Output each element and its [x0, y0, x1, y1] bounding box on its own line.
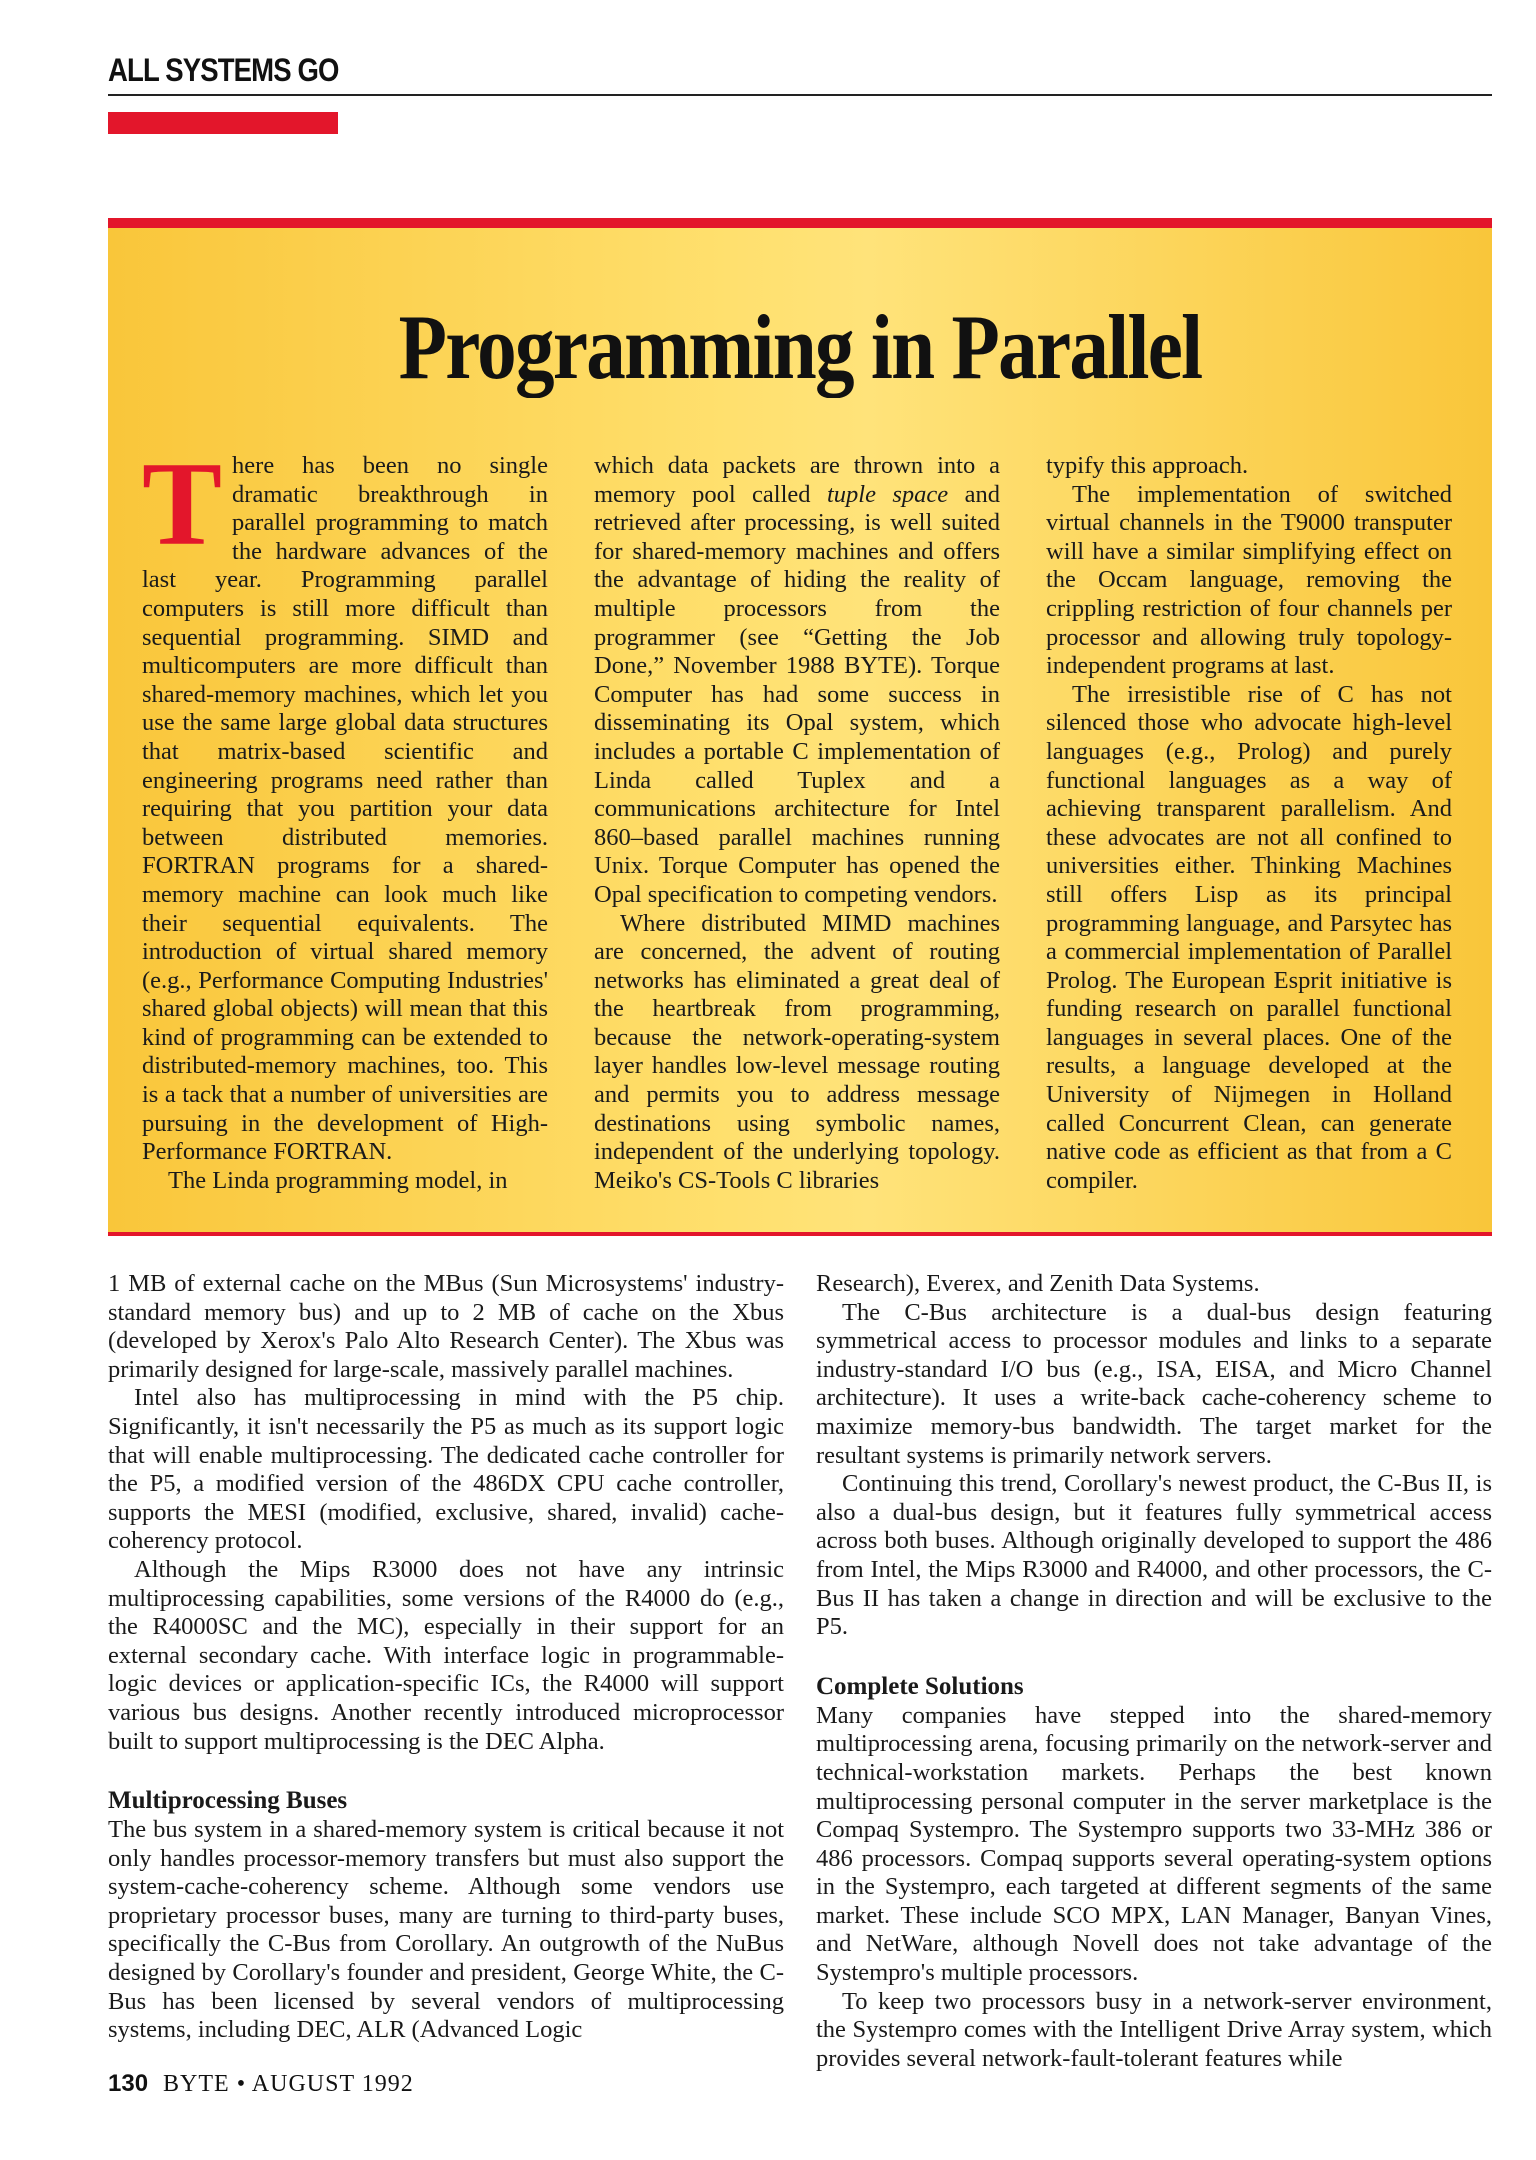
sidebar-paragraph: Where distributed MIMD machines are concerned, the advent of routing networks has eliminated a great deal of the heartbreak from programming, because the network-operating-system layer handles low-level message routing and permits you to address message destinations using symbolic names, independent of the underlying topology. Meiko's CS-Tools C libraries [594, 909, 1000, 1194]
body-paragraph: Intel also has multiprocessing in mind with the P5 chip. Significantly, it isn't necessarily the P5 as much as its support logic that will enable multiprocessing. The dedicated cache controller for the P5, a modified version of the 486DX CPU cache controller, supports the MESI (modified, exclusive, shared, invalid) cache-coherency protocol. [108, 1384, 784, 1555]
header-rule [108, 94, 1492, 96]
publication-line: BYTE • AUGUST 1992 [163, 2071, 414, 2097]
sidebar-paragraph-text: here has been no single dramatic breakthrough in parallel programming to match the hardware advances of the last year. Programming parallel computers is still more difficult than sequential programming. SIMD and multicomputers are more difficult than shared-memory machines, which let you use the same large global data structures that matrix-based scientific and engineering programs need rather than requiring that you partition your data between distributed memories. FORTRAN programs for a shared-memory machine can look much like their sequential equivalents. The introduction of virtual shared memory (e.g., Performance Computing Industries' shared global objects) will mean that this kind of programming can be extended to distributed-memory machines, too. This is a tack that a number of universities are pursuing in the development of High-Performance FORTRAN. [142, 452, 548, 1166]
page-number: 130 [108, 2070, 149, 2097]
sidebar-box [108, 218, 1492, 1236]
body-column-right [816, 1270, 1492, 2073]
drop-cap: T [142, 437, 223, 570]
sidebar-column-1 [142, 437, 548, 1195]
body-paragraph: 1 MB of external cache on the MBus (Sun Microsystems' industry-standard memory bus) and up to 2 MB of cache on the Xbus (developed by Xerox's Palo Alto Research Center). The Xbus was primarily designed for large-scale, massively parallel machines. [108, 1270, 784, 1383]
sidebar-paragraph: The irresistible rise of C has not silenced those who advocate high-level languages (e.g., Prolog) and purely functional languages as a way of achieving transparent parallelism. And these advocates are not all confined to universities either. Thinking Machines still offers Lisp as its principal programming language, and Parsytec has a commercial implementation of Parallel Prolog. The European Esprit initiative is funding research on parallel functional languages in several places. One of the results, a language developed at the University of Nijmegen in Holland called Concurrent Clean, can generate native code as efficient as that from a C compiler. [1046, 680, 1452, 1194]
sidebar-paragraph: typify this approach. [1046, 452, 1249, 479]
body-paragraph: The C-Bus architecture is a dual-bus design featuring symmetrical access to processor modules and links to a separate industry-standard I/O bus (e.g., ISA, EISA, and Micro Channel architecture). It uses a write-back cache-coherency scheme to maximize memory-bus bandwidth. The target market for the resultant systems is primarily network servers. [816, 1298, 1492, 1469]
italic-term: tuple space [826, 480, 949, 508]
section-heading: Multiprocessing Buses [108, 1787, 348, 1815]
body-paragraph: Research), Everex, and Zenith Data Systems. [816, 1270, 1260, 1297]
body-paragraph: The bus system in a shared-memory system is critical because it not only handles processor-memory transfers but must also support the system-cache-coherency scheme. Although some vendors use proprietary processor buses, many are turning to third-party buses, specifically the C-Bus from Corollary. An outgrowth of the NuBus designed by Corollary's founder and president, George White, the C-Bus has been licensed by several vendors of multiprocessing systems, including DEC, ALR (Advanced Logic [108, 1816, 784, 2044]
body-paragraph: Many companies have stepped into the shared-memory multiprocessing arena, focusing primarily on the network-server and technical-workstation markets. Perhaps the best known multiprocessing personal computer in the server marketplace is the Compaq Systempro. The Systempro supports two 33-MHz 386 or 486 processors. Compaq supports several operating-system options in the Systempro, each targeted at different segments of the same market. These include SCO MPX, LAN Manager, Banyan Vines, and NetWare, although Novell does not take advantage of the Systempro's multiple processors. [816, 1701, 1492, 1987]
sidebar-paragraph: The implementation of switched virtual channels in the T9000 transputer will have a similar simplifying effect on the Occam language, removing the crippling restriction of four channels per processor and allowing truly topology-independent programs at last. [1046, 480, 1452, 680]
body-paragraph: Continuing this trend, Corollary's newest product, the C-Bus II, is also a dual-bus design, but it features fully symmetrical access across both buses. Although originally developed to support the 486 from Intel, the Mips R3000 and R4000, and other processors, the C-Bus II has taken a change in direction and will be exclusive to the P5. [816, 1470, 1492, 1641]
body-paragraph: To keep two processors busy in a network-server environment, the Systempro comes with the Intelligent Drive Array system, which provides several network-fault-tolerant features while [816, 1987, 1492, 2072]
section-label: ALL SYSTEMS GO [108, 52, 339, 88]
sidebar-paragraph: which data packets are thrown into a memory pool called tuple space and retrieved after processing, is well suited for shared-memory machines and offers the advantage of hiding the reality of multiple processors from the programmer (see “Getting the Job Done,” November 1988 BYTE). Torque Computer has had some success in disseminating its Opal system, which includes a portable C implementation of Linda called Tuplex and a communications architecture for Intel 860–based parallel machines running Unix. Torque Computer has opened the Opal specification to competing vendors. [594, 452, 1000, 908]
page-footer [108, 2070, 414, 2098]
sidebar-paragraph [142, 437, 548, 1167]
sidebar-column-2 [594, 452, 1000, 1195]
sidebar-column-3 [1046, 452, 1452, 1195]
section-heading: Complete Solutions [816, 1672, 1024, 1700]
section-color-tab [108, 112, 338, 134]
sidebar-paragraph: The Linda programming model, in [168, 1166, 508, 1194]
sidebar-title: Programming in Parallel [398, 296, 1202, 398]
body-paragraph: Although the Mips R3000 does not have any intrinsic multiprocessing capabilities, some versions of the R4000 do (e.g., the R4000SC and the MC), especially in their support for an external secondary cache. With interface logic in programmable-logic devices or application-specific ICs, the R4000 will support various bus designs. Another recently introduced microprocessor built to support multiprocessing is the DEC Alpha. [108, 1555, 784, 1755]
body-column-left [108, 1270, 784, 2045]
